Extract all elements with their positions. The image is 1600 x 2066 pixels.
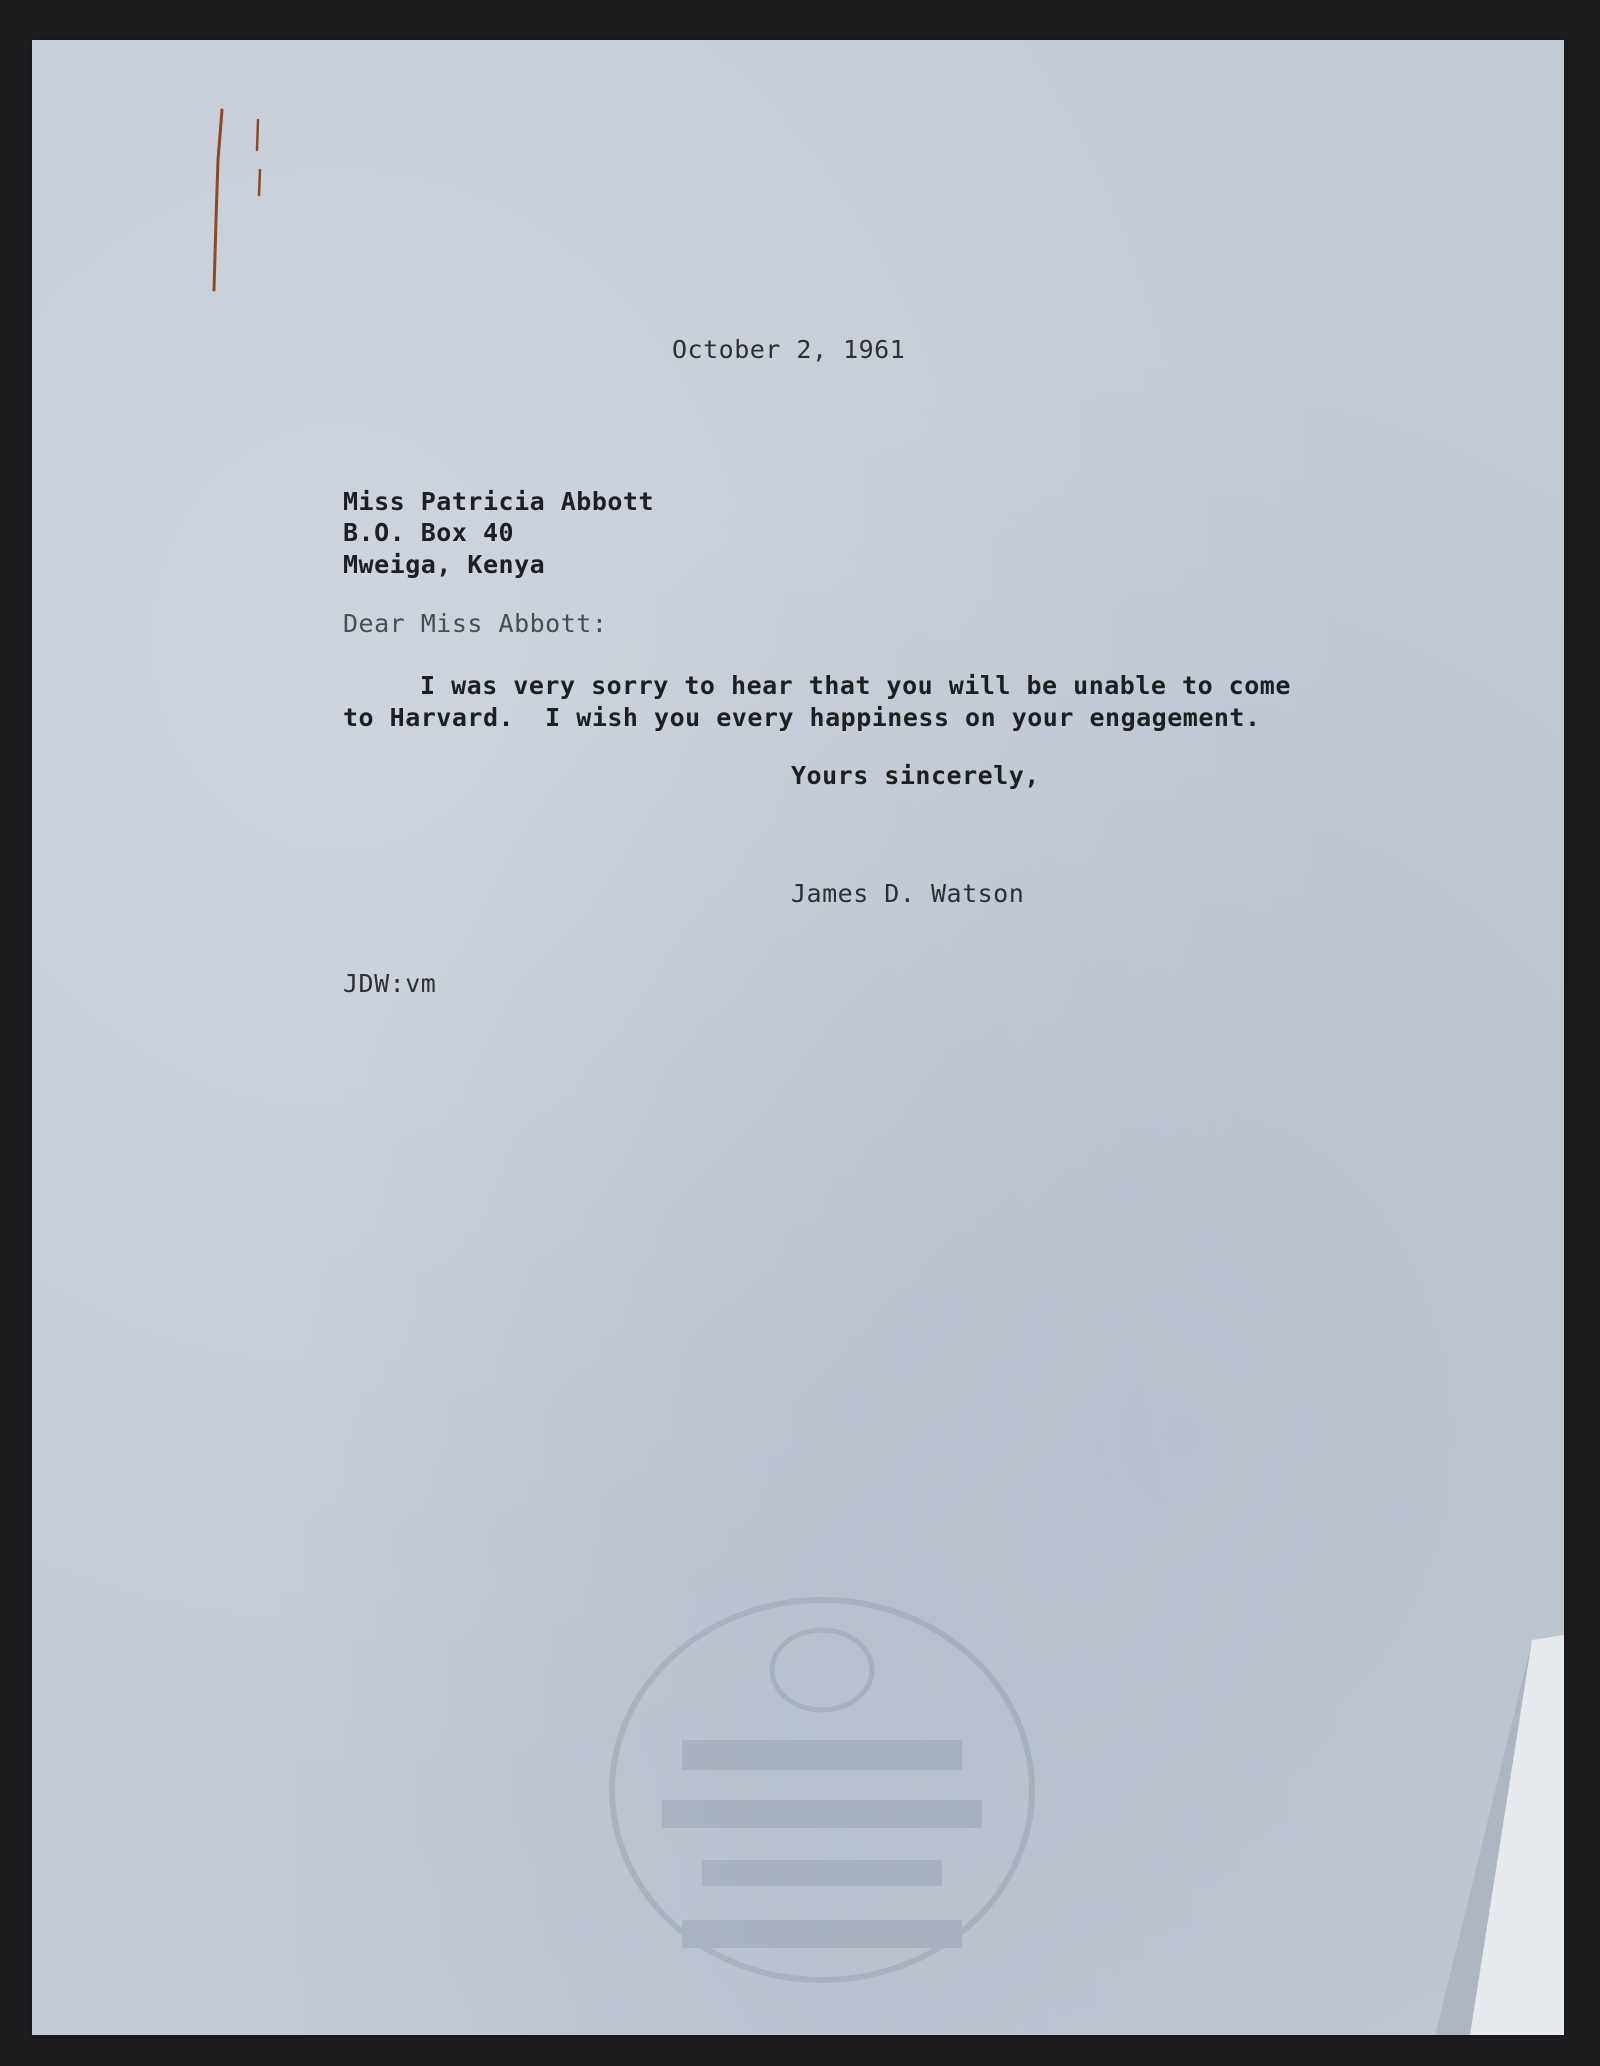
recipient-name: Miss Patricia Abbott — [343, 487, 655, 516]
watermark-seal — [592, 1580, 1052, 2000]
reference-initials: JDW:vm — [343, 969, 437, 998]
body-line-2: to Harvard. I wish you every happiness on your engagement. — [343, 703, 1261, 732]
letter-date: October 2, 1961 — [672, 335, 906, 364]
salutation: Dear Miss Abbott: — [343, 609, 608, 638]
signature-name: James D. Watson — [791, 879, 1025, 908]
recipient-address-line1: B.O. Box 40 — [343, 518, 515, 547]
body-line-1: I was very sorry to hear that you will be unable to come — [420, 671, 1291, 700]
recipient-address-line2: Mweiga, Kenya — [343, 550, 546, 579]
closing: Yours sincerely, — [791, 761, 1040, 790]
staple-rust-marks — [192, 100, 272, 300]
